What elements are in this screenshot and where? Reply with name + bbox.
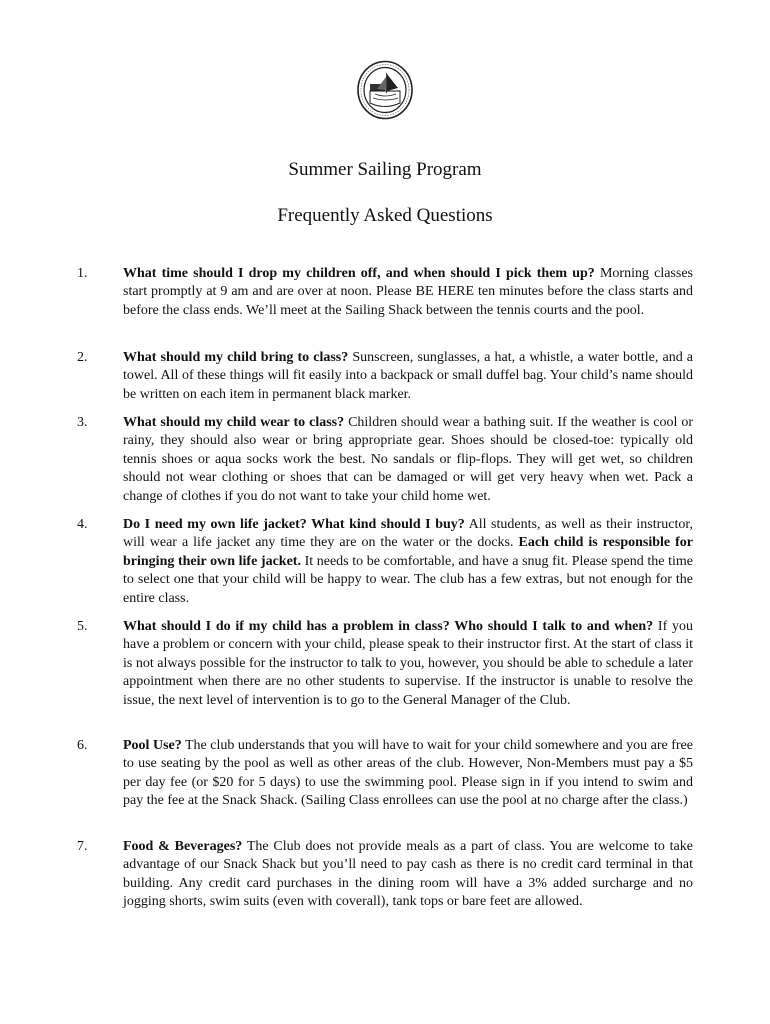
faq-text bbox=[123, 618, 693, 710]
faq-answer-emphasis: Each child is responsible for bringing their own life jacket. bbox=[123, 535, 694, 569]
faq-answer: All students, as well as their instructor, will wear a life jacket any time they are on the water or the docks. bbox=[123, 517, 693, 551]
faq-answer-tail: It needs to be comfortable, and have a snug fit. Please spend the time to select one that your child will be happy to wear. The club has a few extras, but not enough for the entire class. bbox=[123, 553, 693, 606]
faq-question: What should my child bring to class? bbox=[123, 350, 349, 365]
faq-answer: If you have a problem or concern with your child, please speak to their instructor first. At the start of class it is not always possible for the instructor to talk to you, however, you should be able to schedule a later appointment when there are no other students to supervise. If the instructor is unable to resolve the issue, the next level of intervention is to go to the General Manager of the Club. bbox=[123, 619, 694, 708]
faq-answer: Children should wear a bathing suit. If the weather is cool or rainy, they should also wear or bring appropriate gear. Shoes should be closed-toe: typically old tennis shoes or aqua socks work the best. No sandals or flip-flops. They will get wet, so children should not wear clothing or shoes that can be damaged or will get very heavy when wet. Pack a change of clothes if you do not want to take your child home wet. bbox=[123, 415, 693, 504]
faq-question: Do I need my own life jacket? What kind should I buy? bbox=[123, 517, 465, 532]
faq-text bbox=[123, 414, 693, 506]
faq-number: 2. bbox=[77, 350, 88, 365]
faq-number: 5. bbox=[77, 619, 88, 634]
faq-answer: Sunscreen, sunglasses, a hat, a whistle, a water bottle, and a towel. All of these things will fit easily into a backpack or small duffel bag. Your child’s name should be written on each item in permanent black marker. bbox=[123, 350, 693, 402]
faq-question: Pool Use? bbox=[123, 738, 182, 753]
faq-text bbox=[123, 349, 693, 404]
faq-number: 3. bbox=[77, 415, 88, 430]
faq-number: 1. bbox=[77, 266, 88, 281]
faq-question: What time should I drop my children off, and when should I pick them up? bbox=[123, 266, 595, 281]
faq-answer: The Club does not provide meals as a part of class. You are welcome to take advantage of our Snack Shack but you’ll need to pay cash as there is no credit card terminal in that building. Any credit card purchases in the dining room will have a 3% added surcharge and no jogging shorts, swim suits (even with coverall), tank tops or bare feet are allowed. bbox=[123, 839, 693, 910]
faq-number: 4. bbox=[77, 517, 88, 532]
faq-number: 6. bbox=[77, 738, 88, 753]
club-seal-icon bbox=[356, 60, 414, 120]
faq-text bbox=[123, 265, 693, 320]
faq-answer: The club understands that you will have to wait for your child somewhere and you are free to use seating by the pool as well as other areas of the club. However, Non-Members must pay a $5 per day fee (or $20 for 5 days) to use the swimming pool. Please sign in if you intend to swim and pay the fee at the Snack Shack. (Sailing Class enrollees can use the pool at no charge after the class.) bbox=[123, 738, 693, 809]
faq-question: What should my child wear to class? bbox=[123, 415, 345, 430]
faq-text bbox=[123, 838, 693, 912]
faq-question: Food & Beverages? bbox=[123, 839, 243, 854]
faq-question: What should I do if my child has a problem in class? Who should I talk to and when? bbox=[123, 619, 654, 634]
faq-text bbox=[123, 737, 693, 811]
faq-number: 7. bbox=[77, 839, 88, 854]
faq-text bbox=[123, 516, 693, 608]
page-subtitle: Frequently Asked Questions bbox=[277, 205, 493, 226]
faq-answer: Morning classes start promptly at 9 am and are over at noon. Please BE HERE ten minutes before the class starts and before the class ends. We’ll meet at the Sailing Shack between the tennis courts and the pool. bbox=[123, 266, 693, 318]
page-title: Summer Sailing Program bbox=[288, 159, 482, 180]
